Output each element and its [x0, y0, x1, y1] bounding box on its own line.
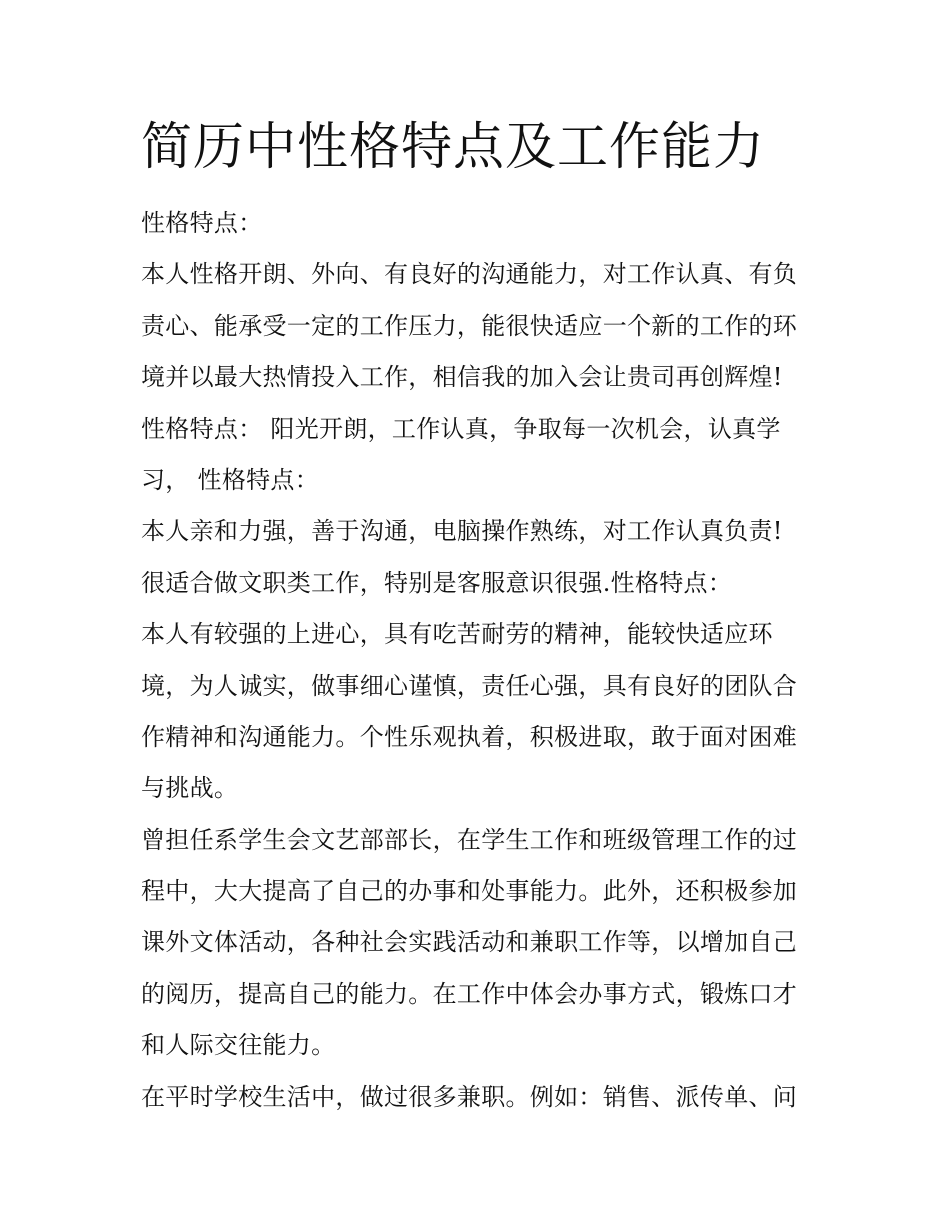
text-line: 很适合做文职类工作，特别是客服意识很强.性格特点：	[141, 568, 733, 597]
text-line: 曾担任系学生会文艺部部长，在学生工作和班级管理工作的过	[141, 825, 798, 854]
text-line: 责心、能承受一定的工作压力，能很快适应一个新的工作的环	[141, 311, 798, 340]
text-line: 与挑战。	[141, 774, 239, 803]
text-line: 程中，大大提高了自己的办事和处事能力。此外，还积极参加	[141, 877, 798, 906]
text-line: 性格特点： 阳光开朗，工作认真，争取每一次机会，认真学	[141, 414, 781, 443]
text-line: 本人亲和力强，善于沟通，电脑操作熟练，对工作认真负责!	[141, 517, 783, 546]
text-line: 课外文体活动，各种社会实践活动和兼职工作等，以增加自己	[141, 928, 798, 957]
text-line: 和人际交往能力。	[141, 1031, 336, 1060]
text-line: 作精神和沟通能力。个性乐观执着，积极进取，敢于面对困难	[141, 722, 798, 751]
text-line: 性格特点：	[141, 209, 263, 237]
text-line: 境，为人诚实，做事细心谨慎，责任心强，具有良好的团队合	[141, 671, 798, 700]
text-line: 的阅历，提高自己的能力。在工作中体会办事方式，锻炼口才	[141, 979, 798, 1008]
text-line: 本人性格开朗、外向、有良好的沟通能力，对工作认真、有负	[141, 260, 798, 289]
text-line: 在平时学校生活中，做过很多兼职。例如：销售、派传单、问	[141, 1082, 798, 1111]
document-body	[141, 204, 813, 1129]
document-title: 简历中性格特点及工作能力	[141, 118, 766, 177]
text-line: 习， 性格特点：	[141, 465, 320, 494]
text-line: 本人有较强的上进心，具有吃苦耐劳的精神，能较快适应环	[141, 620, 773, 649]
text-line: 境并以最大热情投入工作，相信我的加入会让贵司再创辉煌!	[141, 363, 783, 392]
